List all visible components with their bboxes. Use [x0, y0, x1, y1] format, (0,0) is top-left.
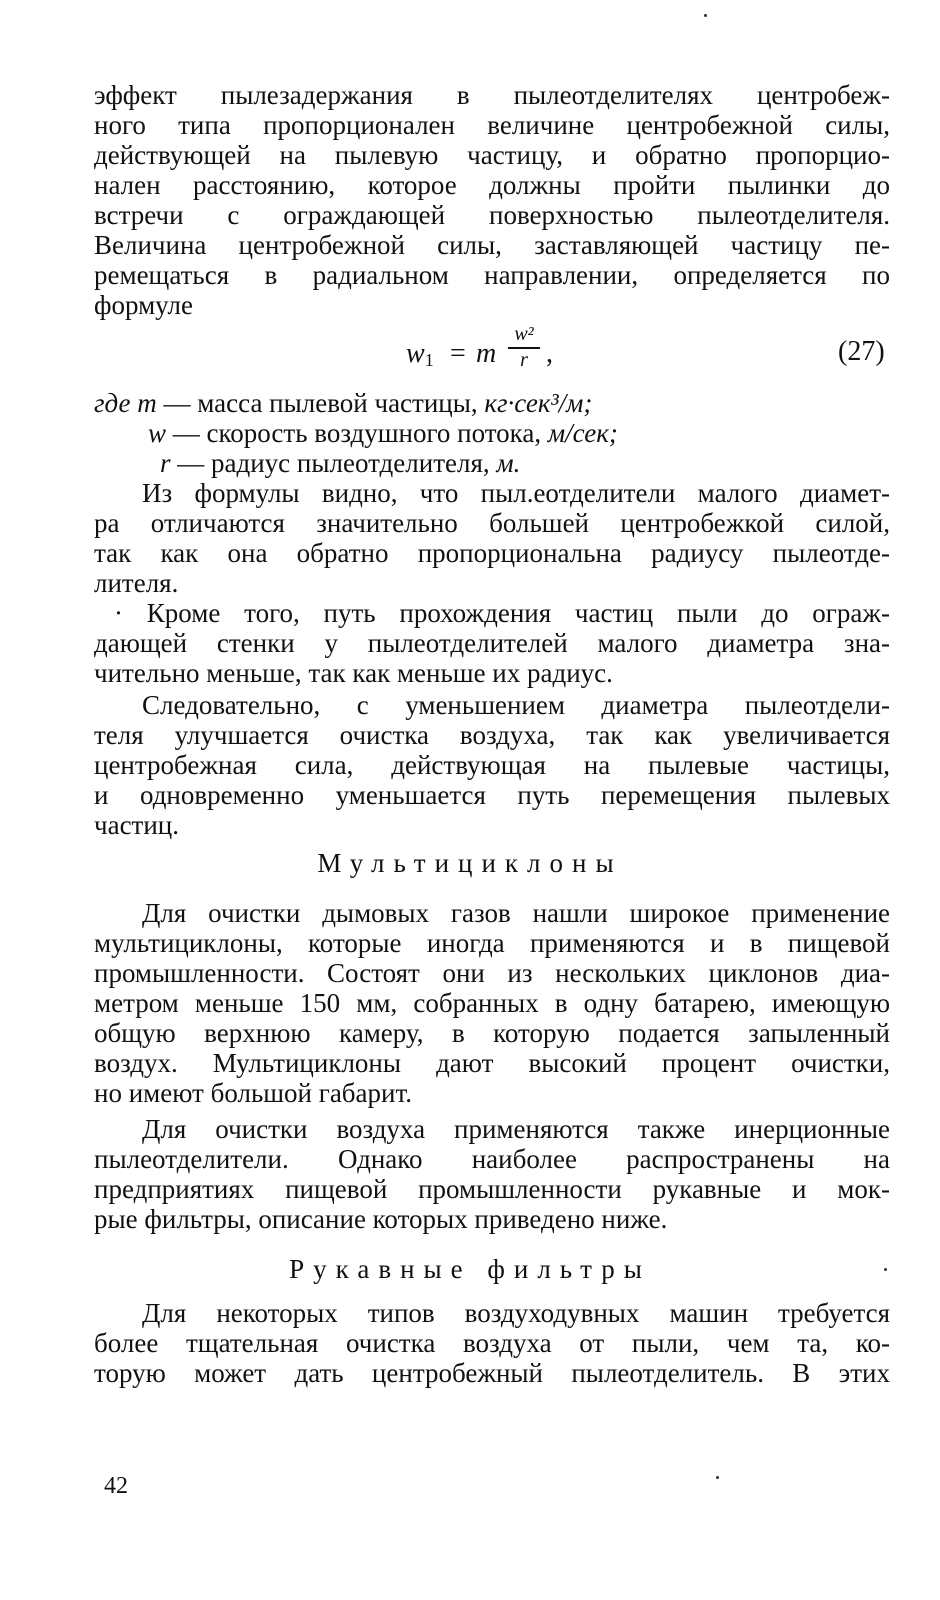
text-line: но имеют большой габарит. — [94, 1078, 412, 1108]
text-line: так как она обратно пропорциональна радиусу пылеотде- — [94, 538, 890, 568]
text-line: эффект пылезадержания в пылеотделителях центробеж- — [94, 80, 890, 110]
text-line: Для очистки дымовых газов нашли широкое применение — [142, 898, 890, 928]
text-line: Следовательно, с уменьшением диаметра пылеотдели- — [142, 690, 890, 720]
formula-mass: m — [476, 338, 497, 369]
text-line: формуле — [94, 290, 193, 320]
text-line: дающей стенки у пылеотделителей малого диаметра зна- — [94, 628, 890, 658]
formula-fraction — [506, 324, 542, 370]
text-line: воздух. Мультициклоны дают высокий процент очистки, — [94, 1048, 890, 1078]
text-line: лителя. — [94, 568, 179, 598]
text-line: центробежная сила, действующая на пылевые частицы, — [94, 750, 890, 780]
paragraph-conclusion — [94, 690, 890, 840]
text-line: чительно меньше, так как меньше их радиус. — [94, 658, 613, 688]
speck-mark — [704, 14, 707, 17]
text-line: промышленности. Состоят они из нескольких циклонов диа- — [94, 958, 890, 988]
formula-numerator: w² — [514, 323, 534, 345]
paragraph-small-diameter — [94, 478, 890, 598]
text-line: теля улучшается очистка воздуха, так как увеличивается — [94, 720, 890, 750]
paragraph-inertial-separators — [94, 1114, 890, 1234]
formula-comma: , — [546, 338, 553, 369]
formula-equals: = — [450, 338, 466, 369]
text-line: торую может дать центробежный пылеотделитель. В этих — [94, 1358, 890, 1388]
formula-number: (27) — [838, 336, 885, 367]
legend-row: r — радиус пылеотделителя, м. — [160, 448, 521, 478]
section-heading-multicyclones: Мультициклоны — [317, 848, 623, 878]
paragraph-bag-filters — [94, 1298, 890, 1388]
text-line: метром меньше 150 мм, собранных в одну батарею, имеющую — [94, 988, 890, 1018]
legend-row: где m — масса пылевой частицы, кг·сек³/м; — [94, 388, 593, 418]
text-line: · Кроме того, путь прохождения частиц пыли до ограж- — [114, 598, 890, 628]
text-line: мультициклоны, которые иногда применяются и в пищевой — [94, 928, 890, 958]
speck-mark — [716, 1476, 719, 1479]
text-line: предприятиях пищевой промышленности рукавные и мок- — [94, 1174, 890, 1204]
text-line: Для некоторых типов воздуходувных машин требуется — [142, 1298, 890, 1328]
text-line: Из формулы видно, что пыл.еотделители малого диамет- — [142, 478, 890, 508]
section-heading-bag-filters: Рукавные фильтры — [289, 1254, 651, 1284]
formula-27 — [400, 322, 900, 382]
text-line: частиц. — [94, 810, 179, 840]
text-line: нален расстоянию, которое должны пройти пылинки до — [94, 170, 890, 200]
formula-denominator: r — [520, 348, 528, 371]
formula-lhs: w1 — [406, 338, 434, 370]
text-line: рые фильтры, описание которых приведено ниже. — [94, 1204, 668, 1234]
text-line: пылеотделители. Однако наиболее распространены на — [94, 1144, 890, 1174]
text-line: и одновременно уменьшается путь перемещения пылевых — [94, 780, 890, 810]
text-line: Для очистки воздуха применяются также инерционные — [142, 1114, 890, 1144]
text-line: ного типа пропорционален величине центробежной силы, — [94, 110, 890, 140]
text-line: ра отличаются значительно большей центробежкой силой, — [94, 508, 890, 538]
legend-row: w — скорость воздушного потока, м/сек; — [148, 418, 618, 448]
text-line: более тщательная очистка воздуха от пыли, чем та, ко- — [94, 1328, 890, 1358]
paragraph-centrifugal-force — [94, 80, 890, 320]
paragraph-multicyclones — [94, 898, 890, 1108]
text-line: Величина центробежной силы, заставляющей частицу пе- — [94, 230, 890, 260]
text-line: встречи с ограждающей поверхностью пылеотделителя. — [94, 200, 890, 230]
page-number: 42 — [104, 1473, 128, 1499]
paragraph-path-length — [94, 598, 890, 688]
symbol-legend — [94, 388, 890, 478]
text-line: ремещаться в радиальном направлении, определяется по — [94, 260, 890, 290]
text-line: общую верхнюю камеру, в которую подается запыленный — [94, 1018, 890, 1048]
text-line: действующей на пылевую частицу, и обратно пропорцио- — [94, 140, 890, 170]
